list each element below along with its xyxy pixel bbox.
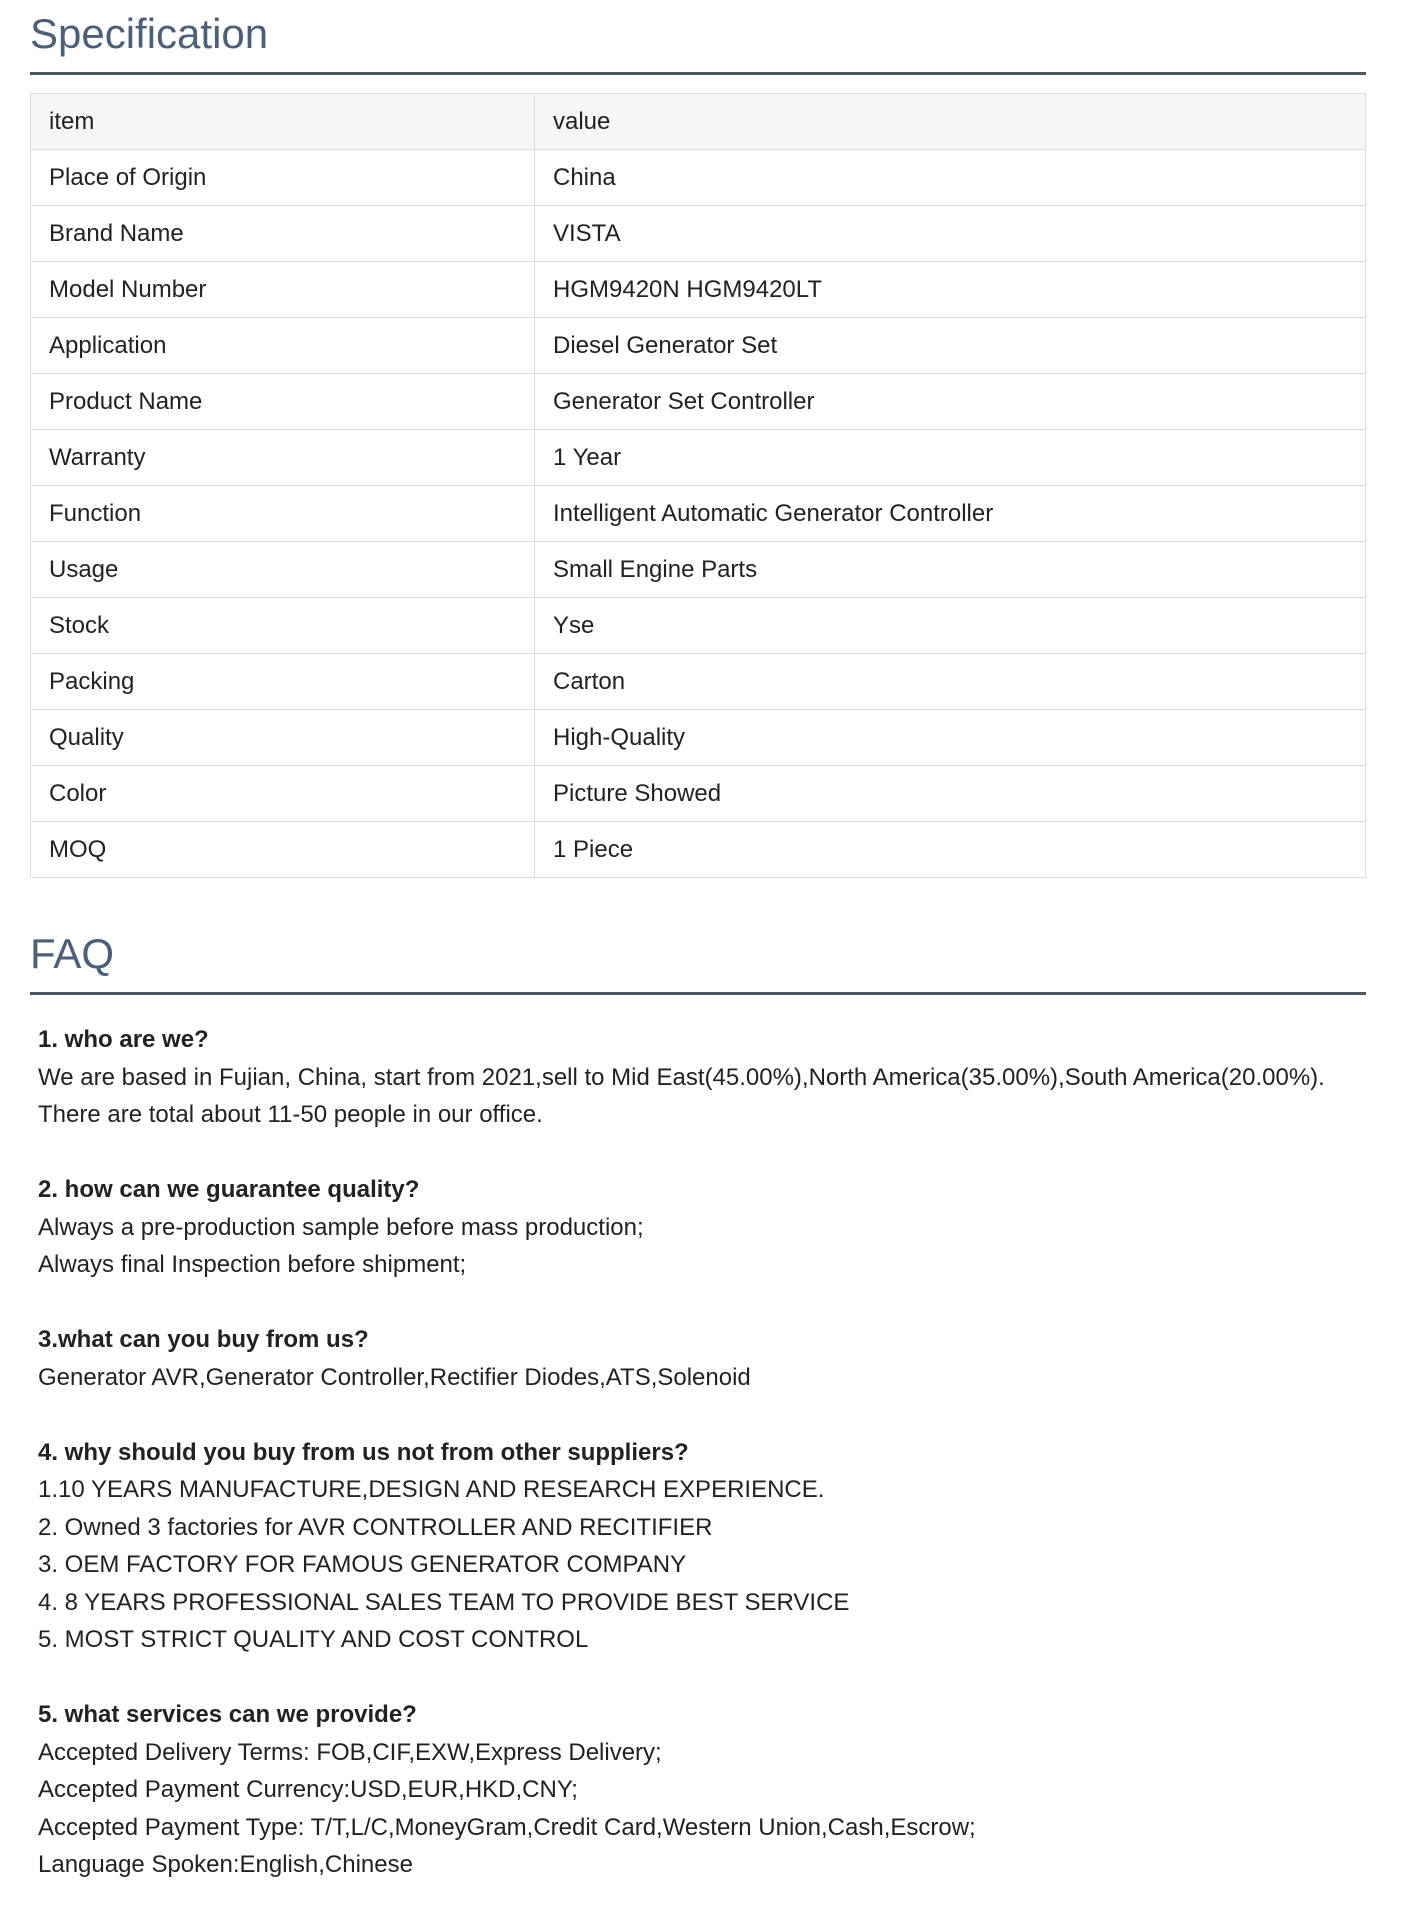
spec-item-cell: Model Number [31,262,535,318]
spec-item-cell: Packing [31,654,535,710]
table-row [31,710,1366,766]
faq-item [38,1021,1366,1134]
faq-answer-line: 4. 8 YEARS PROFESSIONAL SALES TEAM TO PROVIDE BEST SERVICE [38,1588,850,1616]
faq-question: 3.what can you buy from us? [38,1326,369,1353]
faq-question: 2. how can we guarantee quality? [38,1176,420,1203]
table-row [31,654,1366,710]
spec-value-cell: Diesel Generator Set [535,318,1366,374]
spec-value-cell: High-Quality [535,710,1366,766]
spec-item-cell: Usage [31,542,535,598]
faq-heading: FAQ [30,920,1366,995]
faq-answer-line: Language Spoken:English,Chinese [38,1851,413,1878]
faq-answer-line: Accepted Payment Type: T/T,L/C,MoneyGram,Credit Card,Western Union,Cash,Escrow; [38,1813,976,1841]
spec-item-cell: Function [31,486,535,542]
spec-item-cell: Quality [31,710,535,766]
header-value-cell: value [535,94,1366,150]
table-row [31,766,1366,822]
faq-answer-line: 3. OEM FACTORY FOR FAMOUS GENERATOR COMPANY [38,1551,687,1578]
table-row [31,542,1366,598]
spec-value-cell: 1 Piece [535,822,1366,878]
spec-item-cell: MOQ [31,822,535,878]
faq-question: 1. who are we? [38,1026,209,1053]
table-header-row [31,94,1366,150]
spec-value-cell: Picture Showed [535,766,1366,822]
faq-answer-line: There are total about 11-50 people in our office. [38,1101,543,1128]
spec-value-cell: VISTA [535,206,1366,262]
spec-value-cell: Generator Set Controller [535,374,1366,430]
table-row [31,430,1366,486]
specification-heading: Specification [30,0,1366,75]
faq-item [38,1171,1366,1284]
spec-item-cell: Place of Origin [31,150,535,206]
specification-table [30,93,1366,878]
faq-answer-line: 1.10 YEARS MANUFACTURE,DESIGN AND RESEARCH EXPERIENCE. [38,1476,825,1503]
spec-item-cell: Product Name [31,374,535,430]
faq-list [30,1021,1366,1884]
table-row [31,206,1366,262]
header-item-cell: item [31,94,535,150]
table-row [31,150,1366,206]
table-row [31,374,1366,430]
spec-value-cell: Carton [535,654,1366,710]
spec-value-cell: Small Engine Parts [535,542,1366,598]
table-row [31,598,1366,654]
spec-item-cell: Color [31,766,535,822]
faq-answer-line: Always a pre-production sample before mass production; [38,1213,644,1241]
table-row [31,486,1366,542]
spec-item-cell: Stock [31,598,535,654]
spec-item-cell: Brand Name [31,206,535,262]
faq-item [38,1696,1366,1884]
faq-answer-line: 2. Owned 3 factories for AVR CONTROLLER AND RECITIFIER [38,1513,713,1541]
faq-item [38,1434,1366,1659]
spec-value-cell: HGM9420N HGM9420LT [535,262,1366,318]
faq-answer-line: 5. MOST STRICT QUALITY AND COST CONTROL [38,1626,589,1653]
page-content [30,0,1366,1921]
faq-item [38,1321,1366,1396]
faq-question: 5. what services can we provide? [38,1701,417,1728]
spec-value-cell: Intelligent Automatic Generator Controller [535,486,1366,542]
spec-item-cell: Warranty [31,430,535,486]
spec-value-cell: 1 Year [535,430,1366,486]
faq-answer-line: Generator AVR,Generator Controller,Rectifier Diodes,ATS,Solenoid [38,1363,751,1391]
faq-answer-line: Accepted Payment Currency:USD,EUR,HKD,CNY; [38,1776,578,1803]
spec-item-cell: Application [31,318,535,374]
faq-question: 4. why should you buy from us not from other suppliers? [38,1438,689,1466]
spec-value-cell: Yse [535,598,1366,654]
faq-answer-line: We are based in Fujian, China, start from 2021,sell to Mid East(45.00%),North America(35.00%),South America(20.00%). [38,1063,1325,1091]
faq-answer-line: Accepted Delivery Terms: FOB,CIF,EXW,Express Delivery; [38,1738,662,1766]
spec-value-cell: China [535,150,1366,206]
table-row [31,822,1366,878]
faq-answer-line: Always final Inspection before shipment; [38,1251,467,1278]
table-row [31,262,1366,318]
table-row [31,318,1366,374]
